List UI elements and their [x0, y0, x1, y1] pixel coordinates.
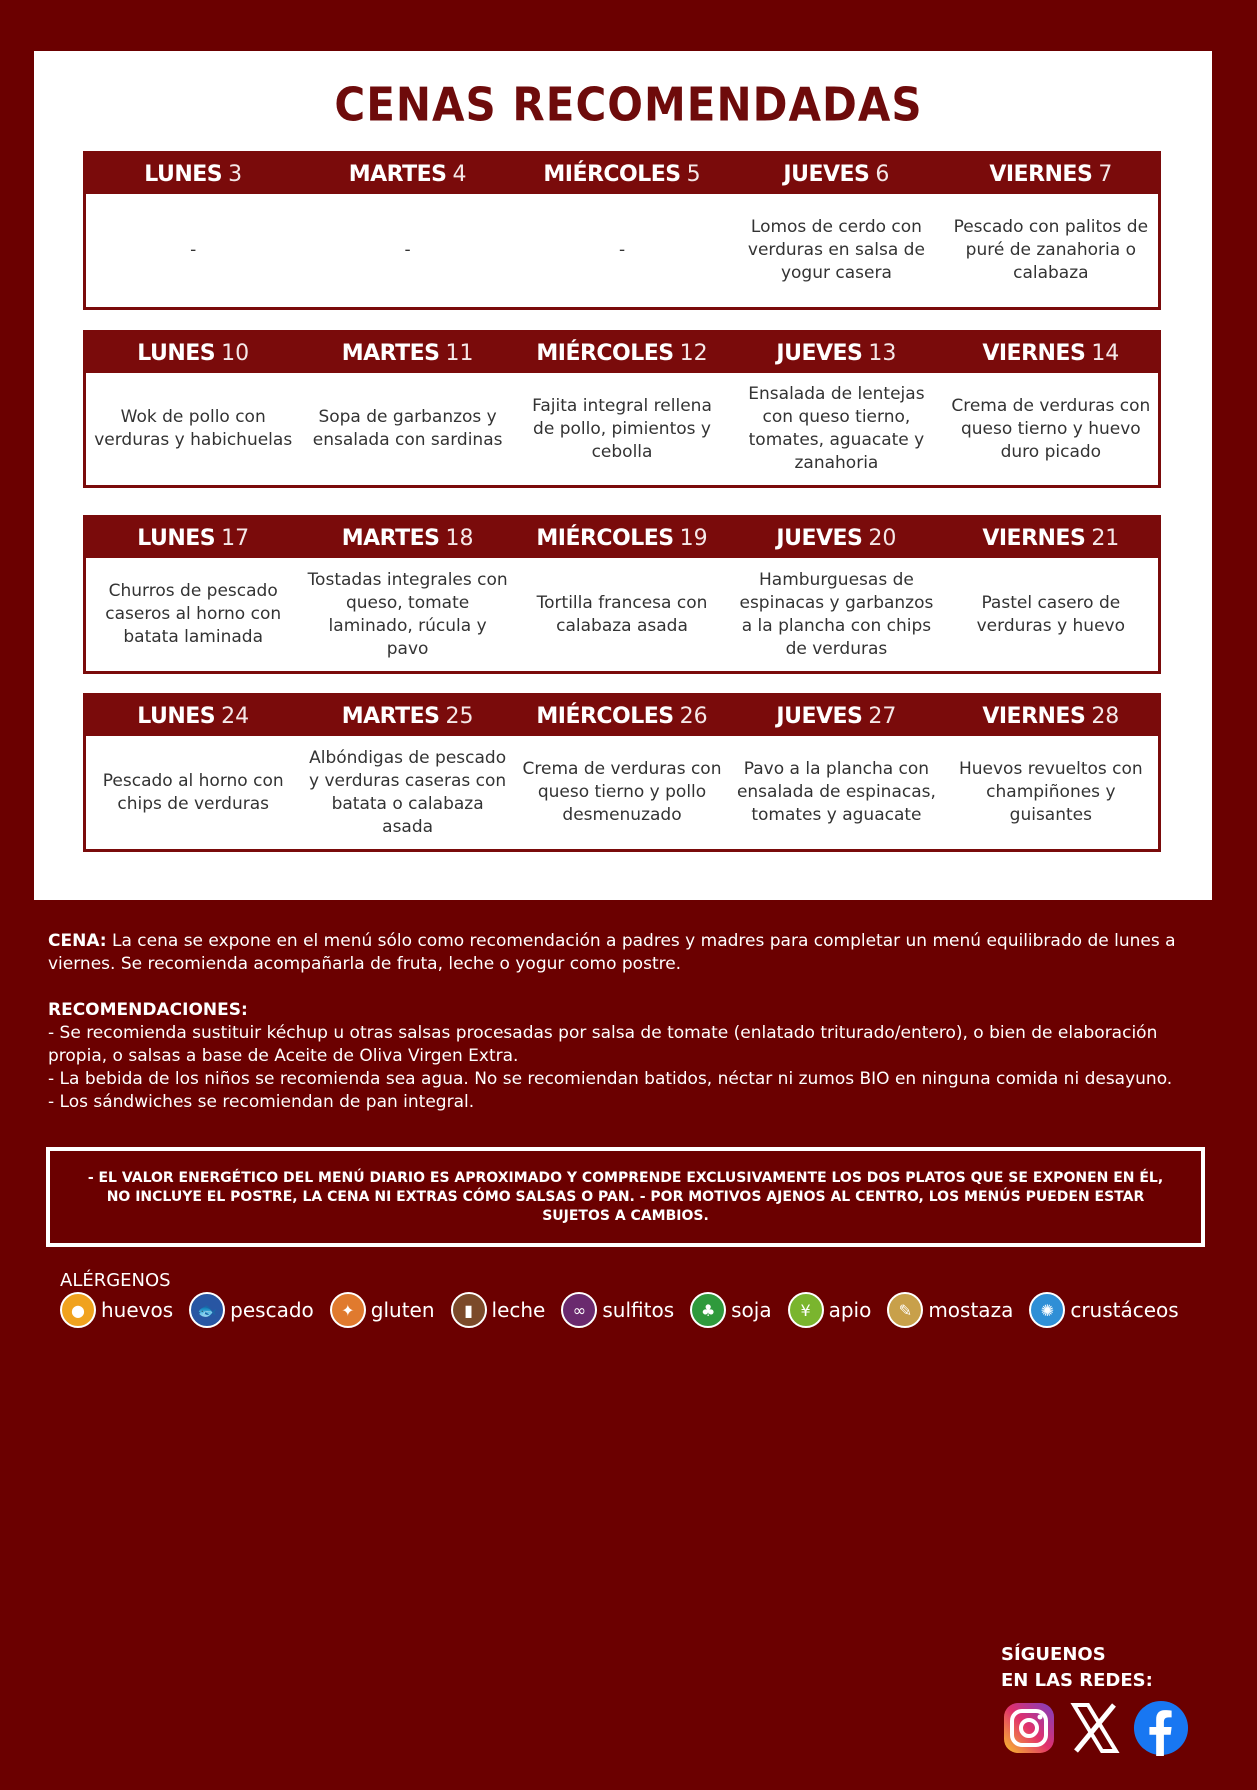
disclaimer-text: - EL VALOR ENERGÉTICO DEL MENÚ DIARIO ES APROXIMADO Y COMPRENDE EXCLUSIVAMENTE LOS DOS PLATOS QUE SE EXPONEN EN ÉL, NO INCLUYE EL POSTRE, LA CENA NI EXTRAS CÓMO SALSAS O PAN. - POR MOTIVOS AJENOS AL CENTRO, LOS MENÚS PUEDEN ESTAR SUJETOS A CAMBIOS. — [87, 1169, 1164, 1224]
week-body — [86, 194, 1158, 307]
day-name: MARTES — [348, 161, 447, 187]
day-header — [944, 518, 1158, 558]
week-header — [86, 696, 1158, 736]
day-name: VIERNES — [982, 340, 1086, 366]
day-name: MIÉRCOLES — [536, 525, 674, 551]
day-name: MARTES — [341, 525, 440, 551]
cena-label: CENA: — [48, 931, 107, 951]
day-name: MIÉRCOLES — [543, 161, 681, 187]
x-icon[interactable] — [1067, 1700, 1123, 1756]
cena-text: La cena se expone en el menú sólo como recomendación a padres y madres para completar un menú equilibrado de lunes a viernes. Se recomienda acompañarla de fruta, leche o yogur como postre. — [48, 931, 1176, 974]
week-body — [86, 558, 1158, 671]
follow-us — [1001, 1642, 1153, 1694]
day-date: 25 — [445, 703, 474, 729]
day-header — [86, 518, 300, 558]
instagram-icon[interactable] — [1001, 1700, 1057, 1756]
day-date: 7 — [1098, 161, 1113, 187]
day-date: 21 — [1091, 525, 1120, 551]
week-header — [86, 154, 1158, 194]
day-date: 13 — [868, 340, 897, 366]
week-table — [83, 693, 1161, 852]
day-name: MIÉRCOLES — [536, 340, 674, 366]
wheat-icon: ✦ — [330, 1292, 366, 1328]
day-header — [300, 154, 514, 194]
day-header — [515, 696, 729, 736]
day-name: VIERNES — [982, 703, 1086, 729]
week-table — [83, 515, 1161, 674]
dish-cell: Crema de verduras con queso tierno y pollo desmenuzado — [522, 759, 722, 825]
recommendation-item: - Se recomienda sustituir kéchup u otras salsas procesadas por salsa de tomate (enlatado triturado/entero), o bien de elaboración propia, o salsas a base de Aceite de Oliva Virgen Extra. — [48, 1023, 1158, 1066]
day-date: 14 — [1091, 340, 1120, 366]
dish-cell: Pastel casero de verduras y huevo — [976, 592, 1126, 636]
allergen-item — [189, 1292, 314, 1328]
day-header — [515, 333, 729, 373]
day-header — [300, 333, 514, 373]
allergen-item — [887, 1292, 1013, 1328]
dish-cell: Tortilla francesa con calabaza asada — [536, 592, 708, 636]
social-links — [1001, 1700, 1199, 1756]
recommendation-item: - La bebida de los niños se recomienda sea agua. No se recomiendan batidos, néctar ni zumos BIO en ninguna comida ni desayuno. — [48, 1069, 1173, 1089]
day-header — [729, 154, 943, 194]
week-header — [86, 333, 1158, 373]
crustacean-icon: ✺ — [1029, 1292, 1065, 1328]
day-date: 18 — [445, 525, 474, 551]
day-date: 6 — [875, 161, 890, 187]
day-date: 20 — [868, 525, 897, 551]
allergens-legend — [60, 1292, 1195, 1328]
mustard-icon: ✎ — [887, 1292, 923, 1328]
egg-icon: ● — [60, 1292, 96, 1328]
day-name: LUNES — [144, 161, 223, 187]
day-header — [86, 154, 300, 194]
day-date: 19 — [679, 525, 708, 551]
dish-cell: Wok de pollo con verduras y habichuelas — [94, 407, 293, 450]
day-name: LUNES — [137, 703, 216, 729]
allergen-label: leche — [491, 1298, 546, 1322]
allergen-item — [60, 1292, 173, 1328]
facebook-icon[interactable] — [1133, 1700, 1189, 1756]
dish-cell: - — [190, 240, 197, 260]
week-table — [83, 151, 1161, 310]
week-table — [83, 330, 1161, 488]
dish-cell: Pescado al horno con chips de verduras — [102, 770, 284, 814]
dish-cell: Sopa de garbanzos y ensalada con sardinas — [312, 407, 503, 450]
follow-line-2: EN LAS REDES: — [1001, 1670, 1153, 1691]
day-header — [729, 696, 943, 736]
day-name: MIÉRCOLES — [536, 703, 674, 729]
day-date: 17 — [221, 525, 250, 551]
allergen-label: crustáceos — [1070, 1298, 1179, 1322]
allergen-item — [788, 1292, 872, 1328]
recommendation-item: - Los sándwiches se recomiendan de pan integral. — [48, 1092, 475, 1112]
day-name: VIERNES — [982, 525, 1086, 551]
day-date: 12 — [679, 340, 708, 366]
day-header — [729, 333, 943, 373]
page-title: CENAS RECOMENDADAS — [334, 77, 923, 132]
dish-cell: Albóndigas de pescado y verduras caseras con batata o calabaza asada — [309, 747, 507, 837]
soy-icon: ♣ — [690, 1292, 726, 1328]
sulfites-icon: ∞ — [561, 1292, 597, 1328]
dish-cell: Tostadas integrales con queso, tomate laminado, rúcula y pavo — [307, 569, 508, 659]
fish-icon: 🐟 — [189, 1292, 225, 1328]
week-header — [86, 518, 1158, 558]
disclaimer-box — [46, 1147, 1205, 1247]
milk-icon: ▮ — [451, 1292, 487, 1328]
allergen-label: mostaza — [928, 1298, 1014, 1322]
day-name: MARTES — [341, 703, 440, 729]
allergen-label: huevos — [101, 1298, 174, 1322]
dish-cell: Churros de pescado caseros al horno con batata laminada — [105, 581, 282, 647]
day-date: 24 — [221, 703, 250, 729]
allergen-item — [330, 1292, 435, 1328]
day-header — [944, 696, 1158, 736]
dish-cell: - — [618, 240, 626, 260]
day-name: JUEVES — [776, 525, 863, 551]
celery-icon: ¥ — [788, 1292, 824, 1328]
dish-cell: Lomos de cerdo con verduras en salsa de yogur casera — [747, 217, 925, 283]
day-date: 11 — [445, 340, 474, 366]
day-date: 26 — [679, 703, 708, 729]
day-name: JUEVES — [776, 340, 863, 366]
allergen-label: gluten — [370, 1298, 435, 1322]
recommendations-label: RECOMENDACIONES: — [48, 1000, 248, 1020]
day-date: 10 — [221, 340, 250, 366]
day-header — [944, 154, 1158, 194]
allergen-item — [1029, 1292, 1178, 1328]
dish-cell: Huevos revueltos con champiñones y guisantes — [958, 759, 1143, 825]
week-body — [86, 736, 1158, 849]
day-name: VIERNES — [989, 161, 1093, 187]
day-date: 28 — [1091, 703, 1120, 729]
day-name: MARTES — [341, 340, 440, 366]
day-name: LUNES — [137, 340, 216, 366]
allergen-label: pescado — [230, 1298, 314, 1322]
allergen-item — [690, 1292, 771, 1328]
day-name: JUEVES — [776, 703, 863, 729]
allergen-item — [561, 1292, 674, 1328]
day-date: 4 — [452, 161, 467, 187]
day-date: 3 — [228, 161, 243, 187]
day-header — [729, 518, 943, 558]
allergen-label: soja — [731, 1298, 772, 1322]
day-header — [86, 696, 300, 736]
day-header — [944, 333, 1158, 373]
day-name: LUNES — [137, 525, 216, 551]
allergen-label: apio — [828, 1298, 872, 1322]
dish-cell: Pescado con palitos de puré de zanahoria o calabaza — [953, 217, 1149, 283]
follow-line-1: SÍGUENOS — [1001, 1644, 1106, 1665]
day-header — [515, 518, 729, 558]
allergens-title: ALÉRGENOS — [60, 1270, 171, 1291]
dish-cell: Hamburguesas de espinacas y garbanzos a la plancha con chips de verduras — [739, 569, 934, 659]
day-header — [300, 696, 514, 736]
day-header — [515, 154, 729, 194]
day-name: JUEVES — [783, 161, 870, 187]
dish-cell: - — [404, 240, 411, 260]
dish-cell: Crema de verduras con queso tierno y huevo duro picado — [951, 395, 1151, 462]
day-date: 5 — [686, 161, 701, 187]
dish-cell: Pavo a la plancha con ensalada de espinacas, tomates y aguacate — [736, 759, 936, 825]
day-date: 27 — [868, 703, 897, 729]
allergen-label: sulfitos — [602, 1298, 675, 1322]
day-header — [86, 333, 300, 373]
day-header — [300, 518, 514, 558]
allergen-item — [451, 1292, 546, 1328]
dish-cell: Ensalada de lentejas con queso tierno, tomates, aguacate y zanahoria — [748, 384, 925, 473]
dish-cell: Fajita integral rellena de pollo, pimientos y cebolla — [532, 395, 712, 462]
week-body — [86, 373, 1158, 485]
notes-section — [48, 930, 1218, 1114]
